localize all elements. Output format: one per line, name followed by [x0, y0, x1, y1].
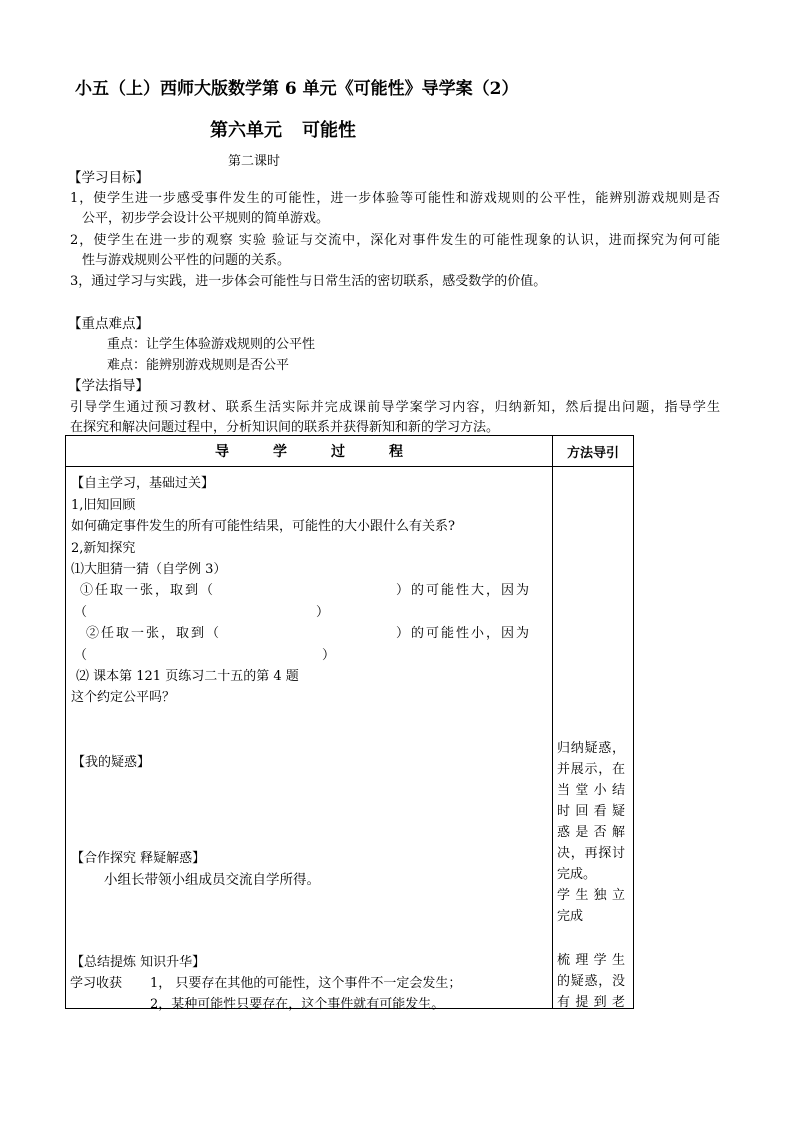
guidance-heading: 【学法指导】: [68, 378, 149, 394]
method-note-1-line: 当 堂 小 结: [557, 783, 625, 798]
method-note-1-line: 完成。: [557, 867, 597, 882]
method-note-2: [557, 885, 625, 927]
cooperation-text: 小组长带领小组成员交流自学所得。: [104, 872, 320, 888]
cooperation-heading: 【合作探究 释疑解惑】: [71, 851, 206, 866]
header-char-3: 过: [331, 444, 345, 460]
unit-topic: 可能性: [302, 120, 356, 141]
review-question: 如何确定事件发生的所有可能性结果，可能性的大小跟什么有关系?: [71, 519, 455, 534]
question-1-start: ①任取一张，取到（: [80, 583, 216, 598]
method-note-1: [557, 738, 625, 885]
self-study-heading: 【自主学习，基础过关】: [71, 476, 215, 491]
method-note-3-line: 有 提 到 老: [557, 995, 625, 1010]
method-note-2-line: 完成: [557, 909, 584, 924]
method-note-1-line: 惑 是 否 解: [557, 825, 625, 840]
study-process-table: [65, 435, 634, 1012]
question-2-reason-open: （: [74, 648, 88, 663]
objective-3: 3，通过学习与实践，进一步体会可能性与日常生活的密切联系，感受数学的价值。: [70, 274, 547, 289]
header-char-4: 程: [389, 444, 403, 460]
gain-label: 学习收获: [70, 976, 123, 991]
question-1-reason-open: （: [74, 605, 88, 620]
unit-heading: [210, 116, 356, 142]
doubts-heading: 【我的疑惑】: [72, 755, 151, 770]
method-guide-cell: [553, 467, 634, 1009]
question-2-reason-close: ）: [322, 648, 336, 663]
document-title: 小五（上）西师大版数学第 6 单元《可能性》导学案（2）: [75, 79, 519, 99]
method-note-3-line: 梳 理 学 生: [557, 953, 625, 968]
objectives-heading: 【学习目标】: [68, 170, 149, 186]
exercise-4: ⑵ 课本第 121 页练习二十五的第 4 题: [76, 669, 299, 684]
guidance-line-2: 在探究和解决问题过程中，分析知识间的联系并获得新知和新的学习方法。: [70, 420, 500, 435]
question-2-start: ②任取一张，取到（: [86, 626, 222, 641]
fairness-question: 这个约定公平吗？: [71, 690, 176, 705]
process-header: [66, 436, 553, 467]
gain-2: 2，某种可能性只要存在，这个事件就有可能发生。: [150, 997, 445, 1012]
method-note-1-line: 决，再探讨: [557, 846, 625, 861]
objective-1-line-1: 1，使学生进一步感受事件发生的可能性，进一步体验等可能性和游戏规则的公平性，能辨别游戏规则是否: [70, 191, 720, 206]
review-title: 1,旧知回顾: [71, 498, 136, 513]
question-1-reason-close: ）: [316, 605, 330, 620]
guidance-line-1: 引导学生通过预习教材、联系生活实际并完成课前导学案学习内容，归纳新知，然后提出问题，指导学生: [70, 400, 720, 415]
header-char-1: 导: [215, 444, 229, 460]
objective-2-line-1: 2，使学生在进一步的观察 实验 验证与交流中，深化对事件发生的可能性现象的认识，进而探究为何可能: [70, 233, 720, 248]
summary-heading: 【总结提炼 知识升华】: [71, 955, 206, 970]
method-note-1-line: 并展示，在: [557, 762, 625, 777]
explore-title: 2,新知探究: [71, 541, 136, 556]
question-1-end: ）的可能性大，因为: [396, 583, 532, 598]
method-header: 方法导引: [553, 436, 634, 467]
question-2-end: ）的可能性小，因为: [396, 626, 532, 641]
objective-1-line-2: 公平，初步学会设计公平规则的简单游戏。: [82, 211, 330, 226]
unit-name: 第六单元: [210, 120, 282, 141]
gain-1: 1， 只要存在其他的可能性，这个事件不一定会发生；: [150, 976, 462, 991]
key-point: 重点：让学生体验游戏规则的公平性: [107, 337, 316, 352]
method-note-3-line: 的疑惑，没: [557, 974, 625, 989]
header-char-2: 学: [273, 444, 287, 460]
process-content-cell: [66, 467, 553, 1012]
method-note-3: [557, 950, 625, 1013]
key-points-heading: 【重点难点】: [68, 316, 149, 332]
lesson-label: 第二课时: [228, 154, 281, 169]
difficult-point: 难点：能辨别游戏规则是否公平: [107, 358, 290, 373]
objective-2-line-2: 性与游戏规则公平性的问题的关系。: [82, 253, 291, 268]
method-note-1-line: 归纳疑惑，: [557, 741, 625, 756]
guess-title: ⑴大胆猜一猜（自学例 3）: [71, 562, 227, 577]
method-note-1-line: 时 回 看 疑: [557, 804, 625, 819]
method-note-2-line: 学 生 独 立: [557, 888, 625, 903]
